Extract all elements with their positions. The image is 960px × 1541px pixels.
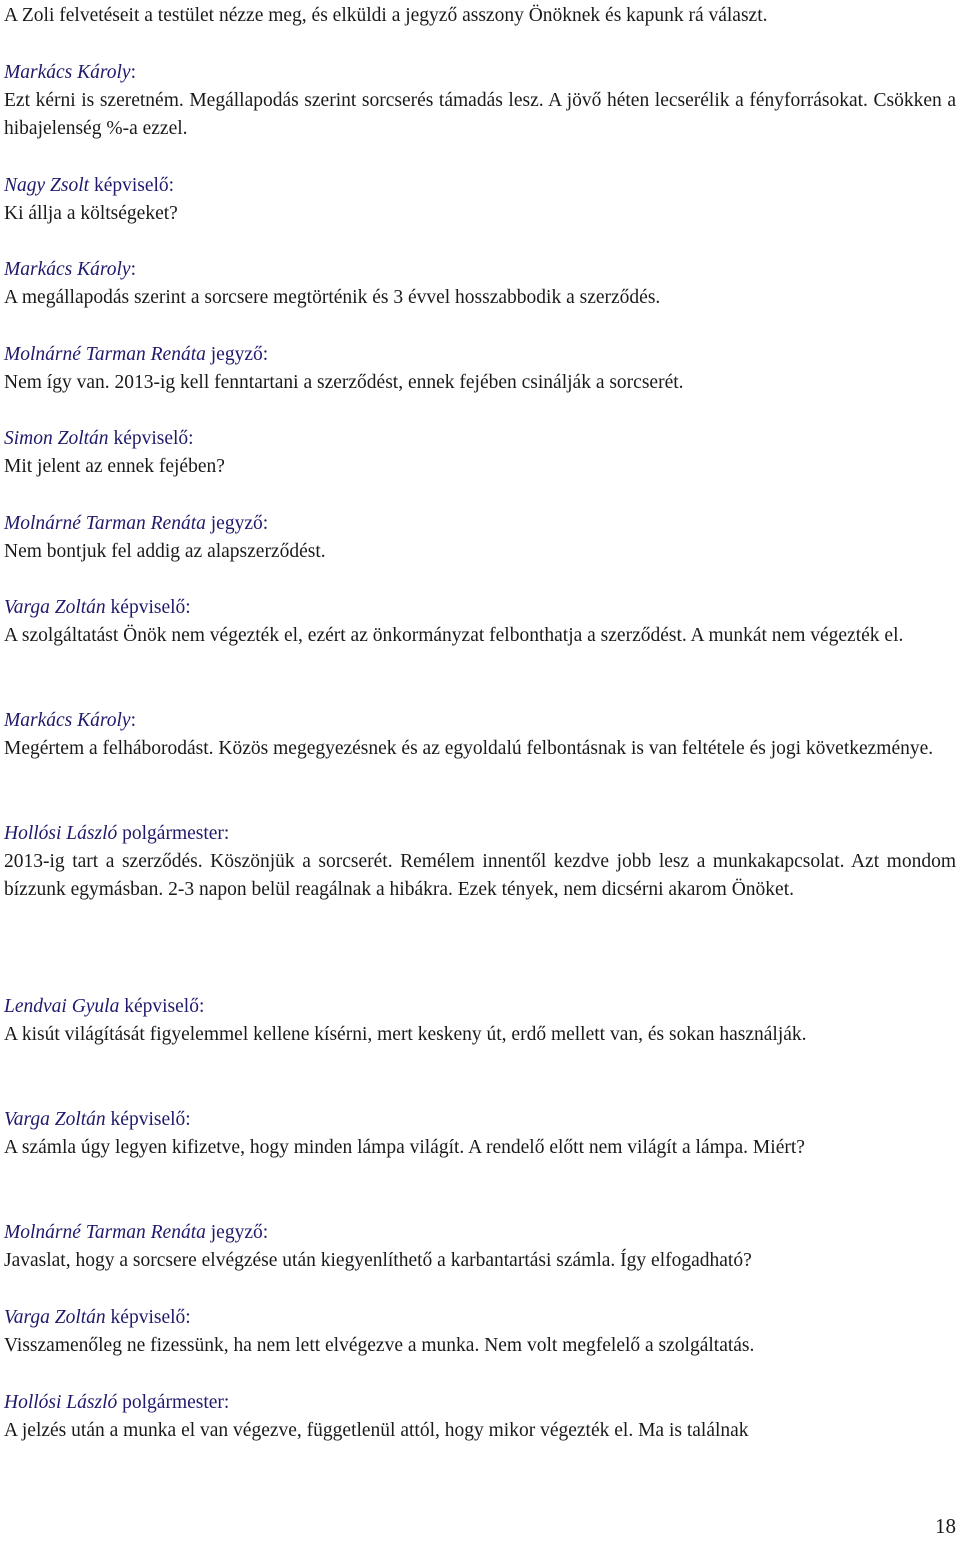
statement-text: Ki állja a költségeket? — [4, 203, 178, 224]
speaker-entry — [4, 594, 956, 650]
speaker-name: Simon Zoltán — [4, 428, 109, 449]
speaker-entry — [4, 341, 956, 397]
speaker-name: Markács Károly — [4, 710, 131, 731]
speaker-role: képviselő: — [89, 175, 175, 196]
speaker-line — [4, 707, 956, 735]
speaker-line — [4, 172, 956, 200]
speaker-name: Markács Károly — [4, 259, 131, 280]
speaker-name: Markács Károly — [4, 62, 131, 83]
speaker-role: képviselő: — [105, 1307, 191, 1328]
speaker-line — [4, 1219, 956, 1247]
speaker-line — [4, 820, 956, 848]
speaker-line — [4, 59, 956, 87]
speaker-entry — [4, 993, 956, 1049]
speaker-entry — [4, 707, 956, 763]
statement-text: A megállapodás szerint a sorcsere megtörténik és 3 évvel hosszabbodik a szerződés. — [4, 287, 661, 308]
speaker-name: Molnárné Tarman Renáta — [4, 513, 206, 534]
speaker-name: Nagy Zsolt — [4, 175, 90, 196]
speaker-role: : — [130, 62, 136, 83]
speaker-name: Hollósi László — [4, 823, 118, 844]
speaker-line — [4, 425, 956, 453]
statement-text: 2013-ig tart a szerződés. Köszönjük a sorcserét. Remélem innentől kezdve jobb lesz a munkakapcsolat. Azt mondom bízzunk egymásban. 2-3 napon belül reagálnak a hibákra. Ezek tények, nem dicsérni akarom Önöket. — [4, 851, 956, 900]
speaker-name: Molnárné Tarman Renáta — [4, 344, 206, 365]
speaker-role: képviselő: — [105, 597, 191, 618]
speaker-role: jegyző: — [205, 1222, 269, 1243]
speaker-role: polgármester: — [117, 823, 230, 844]
statement-text: A szolgáltatást Önök nem végezték el, ezért az önkormányzat felbonthatja a szerződést. A munkát nem végezték el. — [4, 625, 904, 646]
speaker-role: polgármester: — [117, 1392, 230, 1413]
statement-text: A jelzés után a munka el van végezve, függetlenül attól, hogy mikor végezték el. Ma is találnak — [4, 1420, 749, 1441]
speaker-role: képviselő: — [108, 428, 194, 449]
speaker-role: : — [130, 259, 136, 280]
statement-text: A kisút világítását figyelemmel kellene kísérni, mert keskeny út, erdő mellett van, és sokan használják. — [4, 1024, 807, 1045]
speaker-line — [4, 341, 956, 369]
intro-paragraph: A Zoli felvetéseit a testület nézze meg, és elküldi a jegyző asszony Önöknek és kapunk rá választ. — [4, 5, 768, 26]
speaker-entry — [4, 172, 956, 228]
statement-text: Visszamenőleg ne fizessünk, ha nem lett elvégezve a munka. Nem volt megfelelő a szolgáltatás. — [4, 1335, 755, 1356]
speaker-entry — [4, 1219, 956, 1275]
speaker-role: jegyző: — [205, 344, 269, 365]
statement-text: Mit jelent az ennek fejében? — [4, 456, 225, 477]
speaker-line — [4, 993, 956, 1021]
speaker-entry — [4, 59, 956, 143]
speaker-entry — [4, 510, 956, 566]
page-number: 18 — [935, 1514, 956, 1538]
statement-text: Nem így van. 2013-ig kell fenntartani a szerződést, ennek fejében csinálják a sorcserét. — [4, 372, 684, 393]
speaker-entry — [4, 1389, 956, 1445]
speaker-name: Varga Zoltán — [4, 1109, 106, 1130]
speaker-name: Varga Zoltán — [4, 1307, 106, 1328]
speaker-entry — [4, 820, 956, 904]
speaker-role: : — [130, 710, 136, 731]
speaker-entry — [4, 256, 956, 312]
speaker-line — [4, 1304, 956, 1332]
statement-text: Ezt kérni is szeretném. Megállapodás szerint sorcserés támadás lesz. A jövő héten lecserélik a fényforrásokat. Csökken a hibajelenség %-a ezzel. — [4, 90, 956, 139]
statement-text: Megértem a felháborodást. Közös megegyezésnek és az egyoldalú felbontásnak is van feltétele és jogi következménye. — [4, 738, 934, 759]
speaker-entry — [4, 1106, 956, 1162]
statement-text: Nem bontjuk fel addig az alapszerződést. — [4, 541, 326, 562]
speaker-role: képviselő: — [119, 996, 205, 1017]
speaker-name: Varga Zoltán — [4, 597, 106, 618]
speaker-role: jegyző: — [205, 513, 269, 534]
statement-text: Javaslat, hogy a sorcsere elvégzése után kiegyenlíthető a karbantartási számla. Így elfogadható? — [4, 1250, 752, 1271]
speaker-name: Molnárné Tarman Renáta — [4, 1222, 206, 1243]
speaker-role: képviselő: — [105, 1109, 191, 1130]
speaker-entry — [4, 425, 956, 481]
speaker-line — [4, 256, 956, 284]
speaker-line — [4, 1106, 956, 1134]
speaker-name: Lendvai Gyula — [4, 996, 120, 1017]
speaker-entry — [4, 1304, 956, 1360]
speaker-line — [4, 510, 956, 538]
speaker-line — [4, 1389, 956, 1417]
statement-text: A számla úgy legyen kifizetve, hogy minden lámpa világít. A rendelő előtt nem világít a lámpa. Miért? — [4, 1137, 805, 1158]
speaker-line — [4, 594, 956, 622]
speaker-name: Hollósi László — [4, 1392, 118, 1413]
